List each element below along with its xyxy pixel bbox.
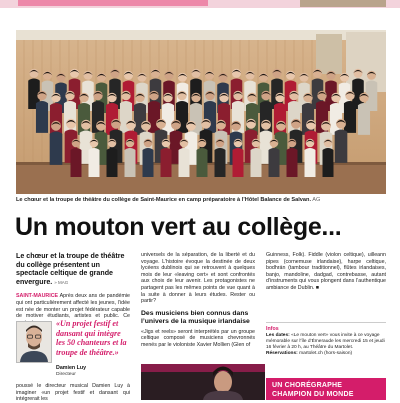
column-2 bbox=[141, 252, 255, 349]
quote-author: Damien Luy bbox=[56, 365, 87, 371]
sidebar-teaser bbox=[266, 378, 386, 400]
info-box bbox=[266, 322, 386, 357]
info-reservations-label: Réservations: bbox=[266, 351, 298, 357]
body-text-1: Après deux ans de pandémie qui ont particulièrement affecté les jeunes, l’idée est née de monter un projet fédérateur capable de motiver étudiants, artistes et public. Ce bbox=[16, 293, 130, 320]
top-strip bbox=[0, 0, 400, 8]
subheading: Des musiciens bien connus dans l’univers de la musique irlandaise bbox=[141, 309, 250, 325]
body-paragraph-3: «Jigs et reels» seront interprétés par un groupe celtique composé de musiciens chevronnés menés par le violoniste Xavier Mollien (Glen of bbox=[141, 328, 255, 348]
lead-signature: » MAG bbox=[54, 279, 69, 285]
previous-photo-remnant bbox=[300, 0, 386, 7]
body-paragraph-2: universels de la séparation, de la liberté et du voyage. L’histoire évoque la destinée de deux lycéens dublinois qui se retrouvent à quelques mois de leur «leaving cert» et sont confrontés aux choix de leur avenir. Les protagonistes ne partagent pas les mêmes points de vue quant à la suite à donner à leurs études. Rester ou partir? bbox=[141, 252, 255, 305]
lead-paragraph bbox=[16, 252, 130, 287]
previous-page-remnant bbox=[18, 0, 208, 6]
info-reservations bbox=[266, 351, 386, 357]
info-dates-label: Les dates: bbox=[266, 333, 290, 339]
sidebar-teaser-line-1: UN CHORÉGRAPHE bbox=[272, 382, 343, 389]
info-box-title: Infos bbox=[266, 326, 279, 332]
group-photo-image bbox=[16, 30, 386, 194]
quote-author-role: Directeur bbox=[56, 372, 76, 377]
pull-quote bbox=[16, 319, 130, 381]
info-dates-text: «Le mouton vert» vous invite à ce voyage mémorable sur l’île d’Émeraude les mercredi 15 et jeudi 16 février à 20 h, au Théâtre du Martolet. bbox=[266, 333, 385, 351]
body-paragraph-continued: poussé le directeur musical Damien Luy à imaginer «un projet festif et dansant qui intégrerait les bbox=[16, 383, 130, 403]
lead-text: Le chœur et la troupe de théâtre du collège présentent un spectacle celtique de grande envergure. bbox=[16, 252, 125, 286]
column-1 bbox=[16, 252, 130, 326]
sidebar-teaser-line-2: CHAMPION DU MONDE bbox=[272, 391, 354, 398]
column-3 bbox=[266, 252, 386, 292]
headline: Un mouton vert au collège... bbox=[15, 213, 342, 241]
info-dates bbox=[266, 333, 386, 351]
caption-credit: AG bbox=[312, 197, 321, 203]
group-photo bbox=[16, 30, 386, 194]
choreographer-photo bbox=[141, 364, 265, 400]
quote-text: «Un projet festif et dansant qui intègre les 50 chanteurs et la troupe de théâtre.» bbox=[56, 319, 127, 357]
body-paragraph-4: Guinness, Folk). Fiddle (violon celtique), uilleann pipes (cornemuse irlandaise), harpe celtique, bodhrán (tambour traditionnel), flûtes irlandaises, banjo, mandoline, dadgad, contrebasse, autant d’instruments qui vous plongent dans l’authentique ambiance de Dublin. ■ bbox=[266, 252, 386, 291]
photo-caption bbox=[16, 197, 386, 204]
dateline: SAINT-MAURICE bbox=[16, 293, 59, 300]
info-reservations-text: martolet.ch (hors-saison) bbox=[297, 351, 353, 357]
caption-text: Le chœur et la troupe de théâtre du collège de Saint-Maurice en camp préparatoire à l’Hôtel Balance de Salvan. bbox=[16, 197, 311, 203]
portrait-photo bbox=[16, 321, 52, 363]
